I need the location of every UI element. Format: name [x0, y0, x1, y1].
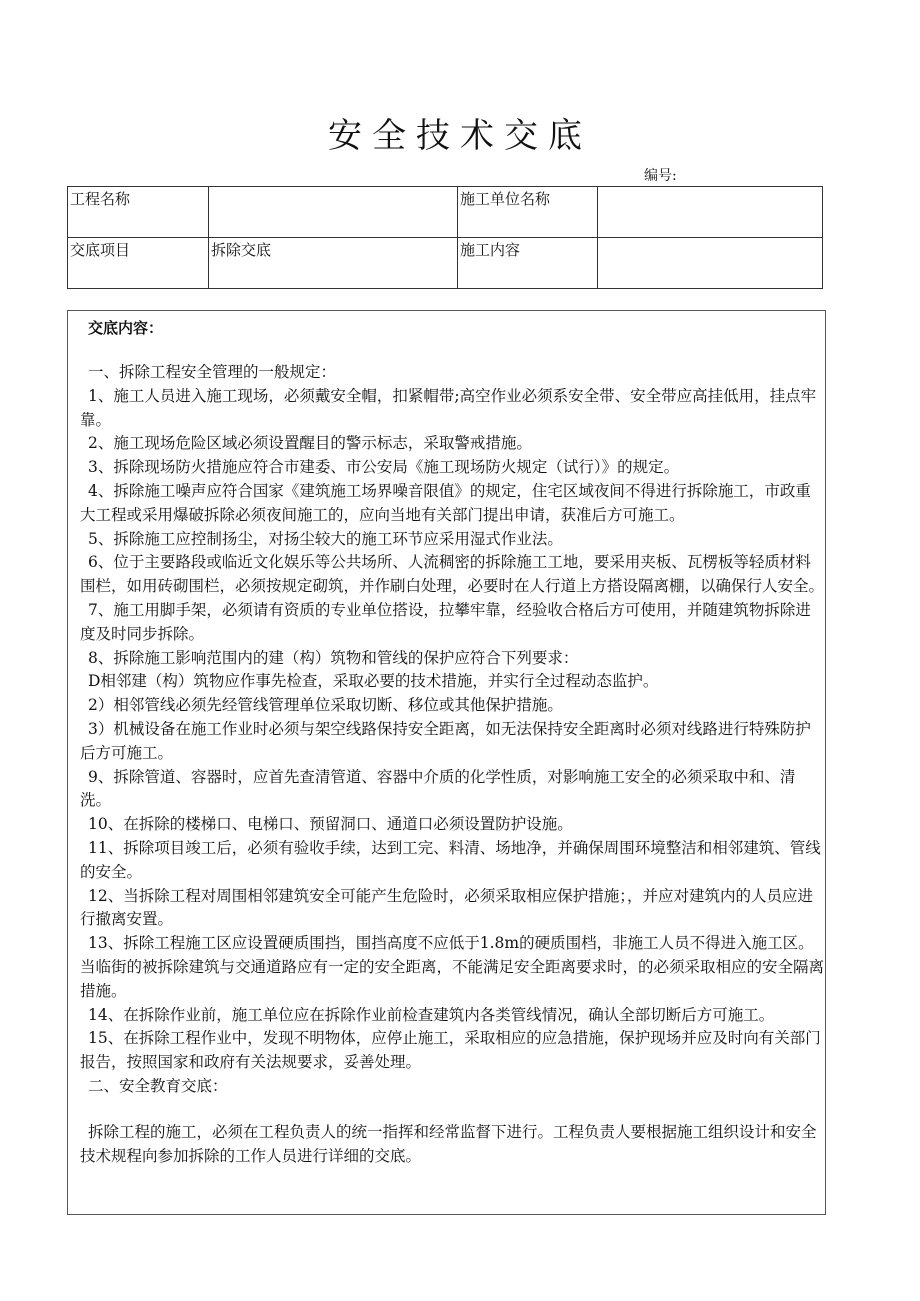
paragraph: D相邻建（构）筑物应作事先检查，采取必要的技术措施，并实行全过程动态监护。 — [88, 672, 659, 691]
header-row-project — [68, 187, 823, 238]
project-name-value[interactable] — [209, 187, 458, 238]
content-label: 施工内容 — [458, 238, 598, 289]
paragraph: 11、拆除项目竣工后，必须有验收手续，达到工完、料清、场地净，并确保周围环境整洁和相邻建筑、管线的安全。 — [80, 838, 821, 881]
paragraph: 2）相邻管线必须先经管线管理单位采取切断、移位或其他保护措施。 — [88, 696, 563, 715]
final-paragraph: 拆除工程的施工，必须在工程负责人的统一指挥和经常监督下进行。工程负责人要根据施工组织设计和安全技术规程向参加拆除的工作人员进行详细的交底。 — [80, 1122, 817, 1165]
paragraph: 1、施工人员进入施工现场，必须戴安全帽，扣紧帽带;高空作业必须系安全带、安全带应高挂低用，挂点牢靠。 — [80, 386, 817, 429]
paragraph: 2、施工现场危险区域必须设置醒目的警示标志，采取警戒措施。 — [88, 434, 532, 453]
paragraph: 13、拆除工程施工区应设置硬质围挡，围挡高度不应低于1.8m的硬质围档，非施工人员不得进入施工区。当临街的被拆除建筑与交通道路应有一定的安全距离，不能满足安全距离要求时，的必须采取相应的安全隔离措施。 — [80, 934, 825, 1000]
content-heading: 交底内容： — [88, 319, 164, 337]
paragraph: 6、位于主要路段或临近文化娱乐等公共场所、人流稠密的拆除施工工地，要采用夹板、瓦楞板等轻质材料围栏，如用砖砌围栏，必须按规定砌筑，并作刷白处理，必要时在人行道上方搭设隔离棚，以确保行人安全。 — [80, 553, 825, 596]
paragraph: 9、拆除管道、容器时，应首先查清管道、容器中介质的化学性质，对影响施工安全的必须采取中和、清洗。 — [80, 767, 796, 810]
disclosure-content-box — [67, 310, 826, 1215]
paragraph: 3）机械设备在施工作业时必须与架空线路保持安全距离，如无法保持安全距离时必须对线路进行特殊防护后方可施工。 — [80, 719, 811, 762]
constructor-value[interactable] — [598, 187, 823, 238]
item-value[interactable]: 拆除交底 — [209, 238, 458, 289]
paragraph: 15、在拆除工程作业中，发现不明物体，应停止施工，采取相应的应急措施，保护现场并应及时向有关部门报告，按照国家和政府有关法规要求，妥善处理。 — [80, 1029, 821, 1072]
item-label: 交底项目 — [68, 238, 209, 289]
paragraph: 一、拆除工程安全管理的一般规定： — [88, 363, 337, 381]
paragraph: 10、在拆除的楼梯口、电梯口、预留洞口、通道口必须设置防护设施。 — [88, 815, 573, 834]
header-row-item — [68, 238, 823, 289]
paragraph: 3、拆除现场防火措施应符合市建委、市公安局《施工现场防火规定（试行）》的规定。 — [88, 458, 680, 477]
paragraph: 8、拆除施工影响范围内的建（构）筑物和管线的保护应符合下列要求： — [88, 648, 579, 667]
paragraph: 12、当拆除工程对周围相邻建筑安全可能产生危险时，必须采取相应保护措施；，并应对建筑内的人员应进行撤离安置。 — [80, 886, 813, 929]
header-table — [67, 186, 823, 289]
content-value[interactable] — [598, 238, 823, 289]
paragraph: 5、拆除施工应控制扬尘，对扬尘较大的施工环节应采用湿式作业法。 — [88, 529, 563, 548]
document-title: 安全技术交底 — [328, 116, 592, 156]
paragraph: 14、在拆除作业前，施工单位应在拆除作业前检查建筑内各类管线情况，确认全部切断后方可施工。 — [88, 1005, 775, 1024]
paragraph: 7、施工用脚手架，必须请有资质的专业单位搭设，拉攀牢靠，经验收合格后方可使用，并随建筑物拆除进度及时同步拆除。 — [80, 600, 811, 643]
doc-number-label: 编号: — [644, 168, 677, 184]
paragraph: 4、拆除施工噪声应符合国家《建筑施工场界噪音限值》的规定，住宅区域夜间不得进行拆除施工，市政重大工程或采用爆破拆除必须夜间施工的，应向当地有关部门提出申请，获准后方可施工。 — [80, 481, 811, 524]
paragraph: 二、安全教育交底： — [88, 1076, 228, 1095]
constructor-label: 施工单位名称 — [458, 187, 598, 238]
project-name-label: 工程名称 — [68, 187, 209, 238]
